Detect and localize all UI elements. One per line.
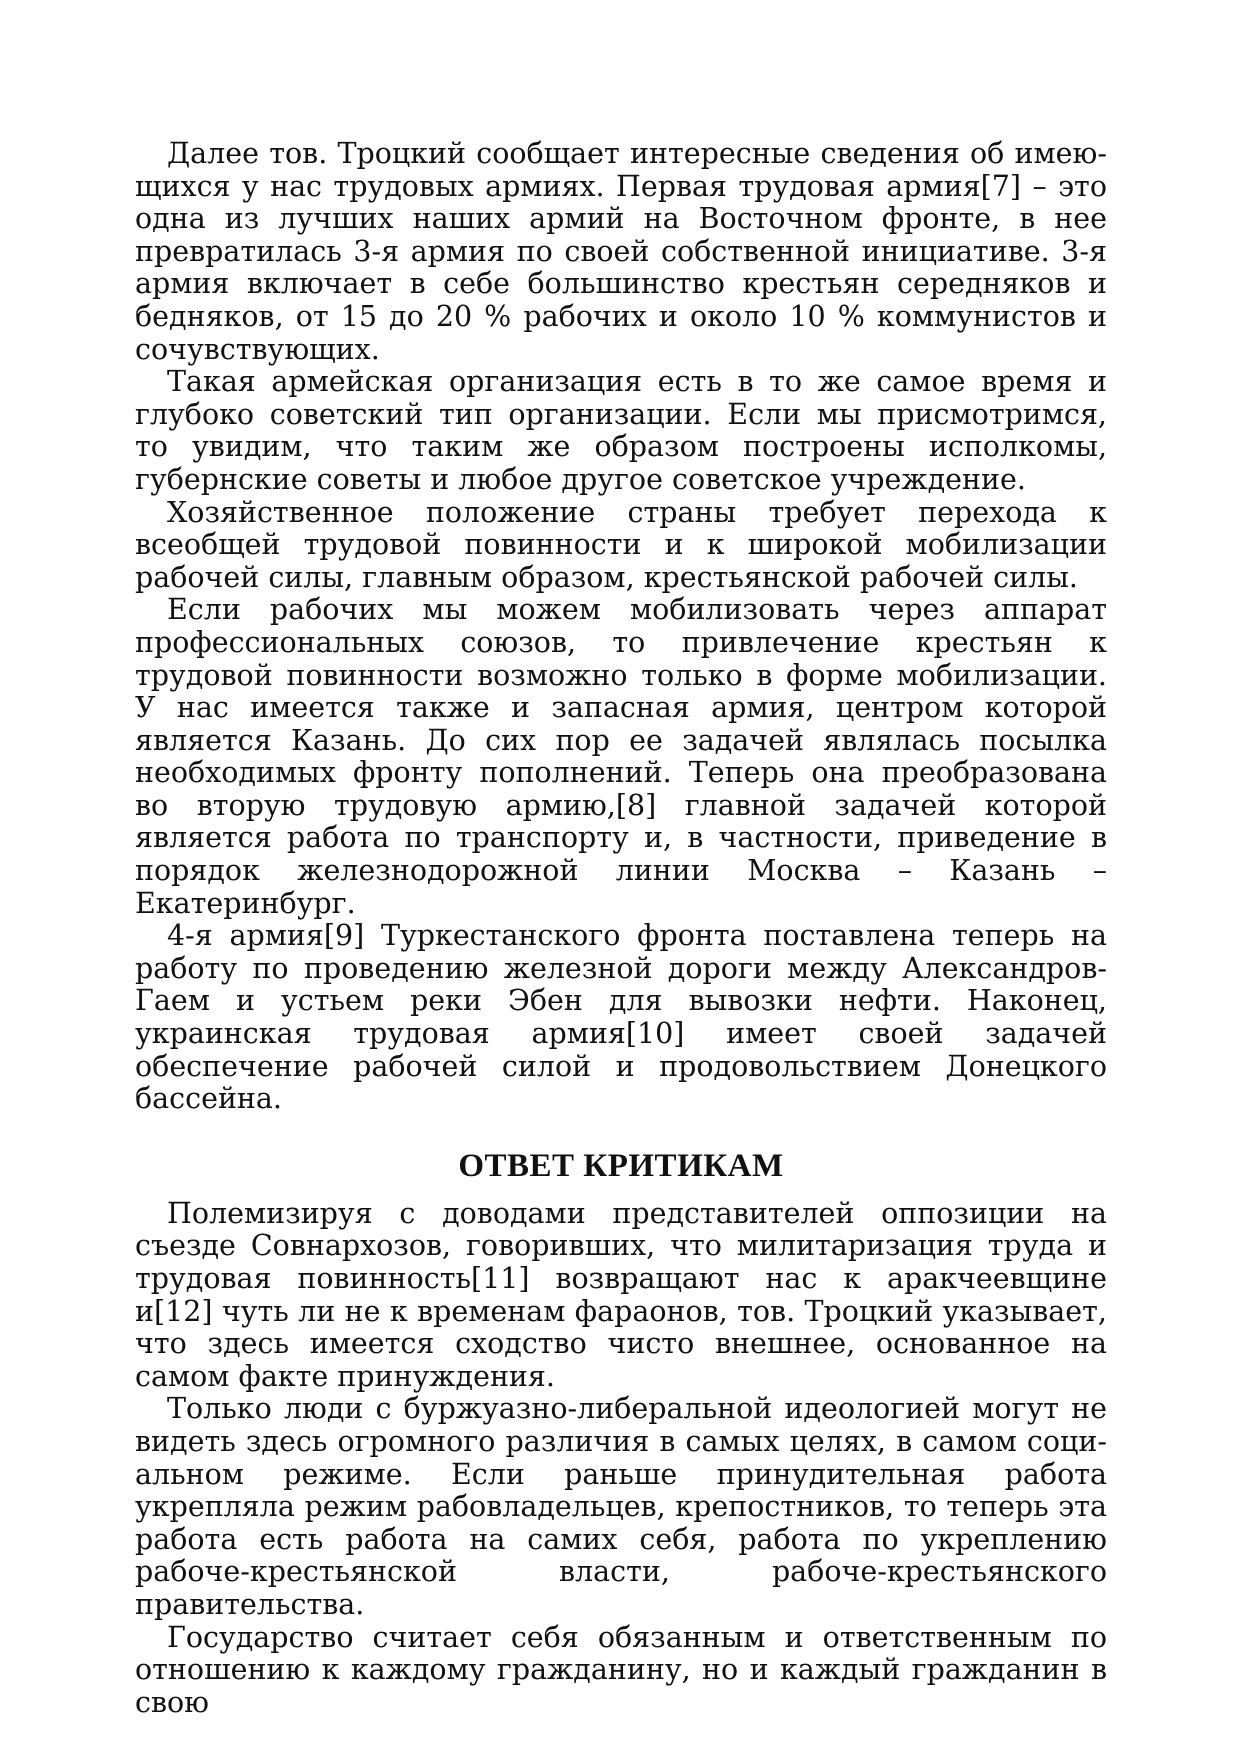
paragraph-labor-armies: Далее тов. Троцкий сообщает интересные сведения об имеющихся у нас трудовых армиях. Первая трудовая армия[7] – это одна из лучших наших армий на Восточном фронте, в нее превратилась 3-я армия по своей собственной инициативе. 3-я армия включает в себе большинство крестьян середняков и бедняков, от 15 до 20 % рабочих и около 10 % коммунистов и сочувствующих. bbox=[135, 137, 1107, 366]
paragraph-mobilization: Если рабочих мы можем мобилизовать через аппарат профессиональных союзов, то привлечение крестьян к трудовой повинности возможно только в форме мобилизации. У нас имеется также и запасная армия, центром которой является Казань. До сих пор ее задачей являлась посылка необходимых фронту пополнений. Теперь она преобразована во вторую трудовую армию,[8] главной задачей которой является работа по транспорту и, в частности, приведение в порядок железнодорожной линии Москва – Казань – Екатеринбург. bbox=[135, 593, 1107, 920]
paragraph-opposition: Полемизируя с доводами представителей оппозиции на съезде Совнархозов, говоривших, что милитаризация труда и трудовая повинность[11] возвращают нас к аракчеевщине и[12] чуть ли не к временам фараонов, тов. Троцкий указывает, что здесь имеется сходство чисто внешнее, основанное на самом факте принуждения. bbox=[135, 1196, 1107, 1393]
paragraph-state-obligation: Государство считает себя обязанным и ответственным по отношению к каждому гражданину, но и каждый гражданин в свою bbox=[135, 1620, 1107, 1719]
paragraph-economic-situation: Хозяйственное положение страны требует перехода к всеобщей трудовой повинности и к широкой мобилизации рабочей силы, главным образом, крестьянской рабочей силы. bbox=[135, 495, 1107, 594]
paragraph-fourth-army: 4-я армия[9] Туркестанского фронта поставлена теперь на работу по проведению железной дороги между Александров-Гаем и устьем реки Эбен для вывозки нефти. Наконец, украинская трудовая армия[10] имеет своей задачей обеспечение рабочей силой и продовольствием Донецкого бассейна. bbox=[135, 919, 1107, 1116]
paragraph-army-organization: Такая армейская организация есть в то же самое время и глубоко советский тип организации. Если мы присмотримся, то увидим, что таким же образом построены исполкомы, губернские советы и любое другое советское учреждение. bbox=[135, 365, 1107, 496]
paragraph-bourgeois-ideology: Только люди с буржуазно-либеральной идеологией могут не видеть здесь огромного различия в самых целях, в самом социальном режиме. Если раньше принудительная работа укрепляла режим рабовладельцев, крепостников, то теперь эта работа есть работа на самих себя, работа по укреплению рабоче-крестьянской власти, рабоче-крестьянского правительства. bbox=[135, 1392, 1107, 1621]
page-text bbox=[135, 138, 1107, 1719]
section-heading: ОТВЕТ КРИТИКАМ bbox=[458, 1147, 784, 1184]
